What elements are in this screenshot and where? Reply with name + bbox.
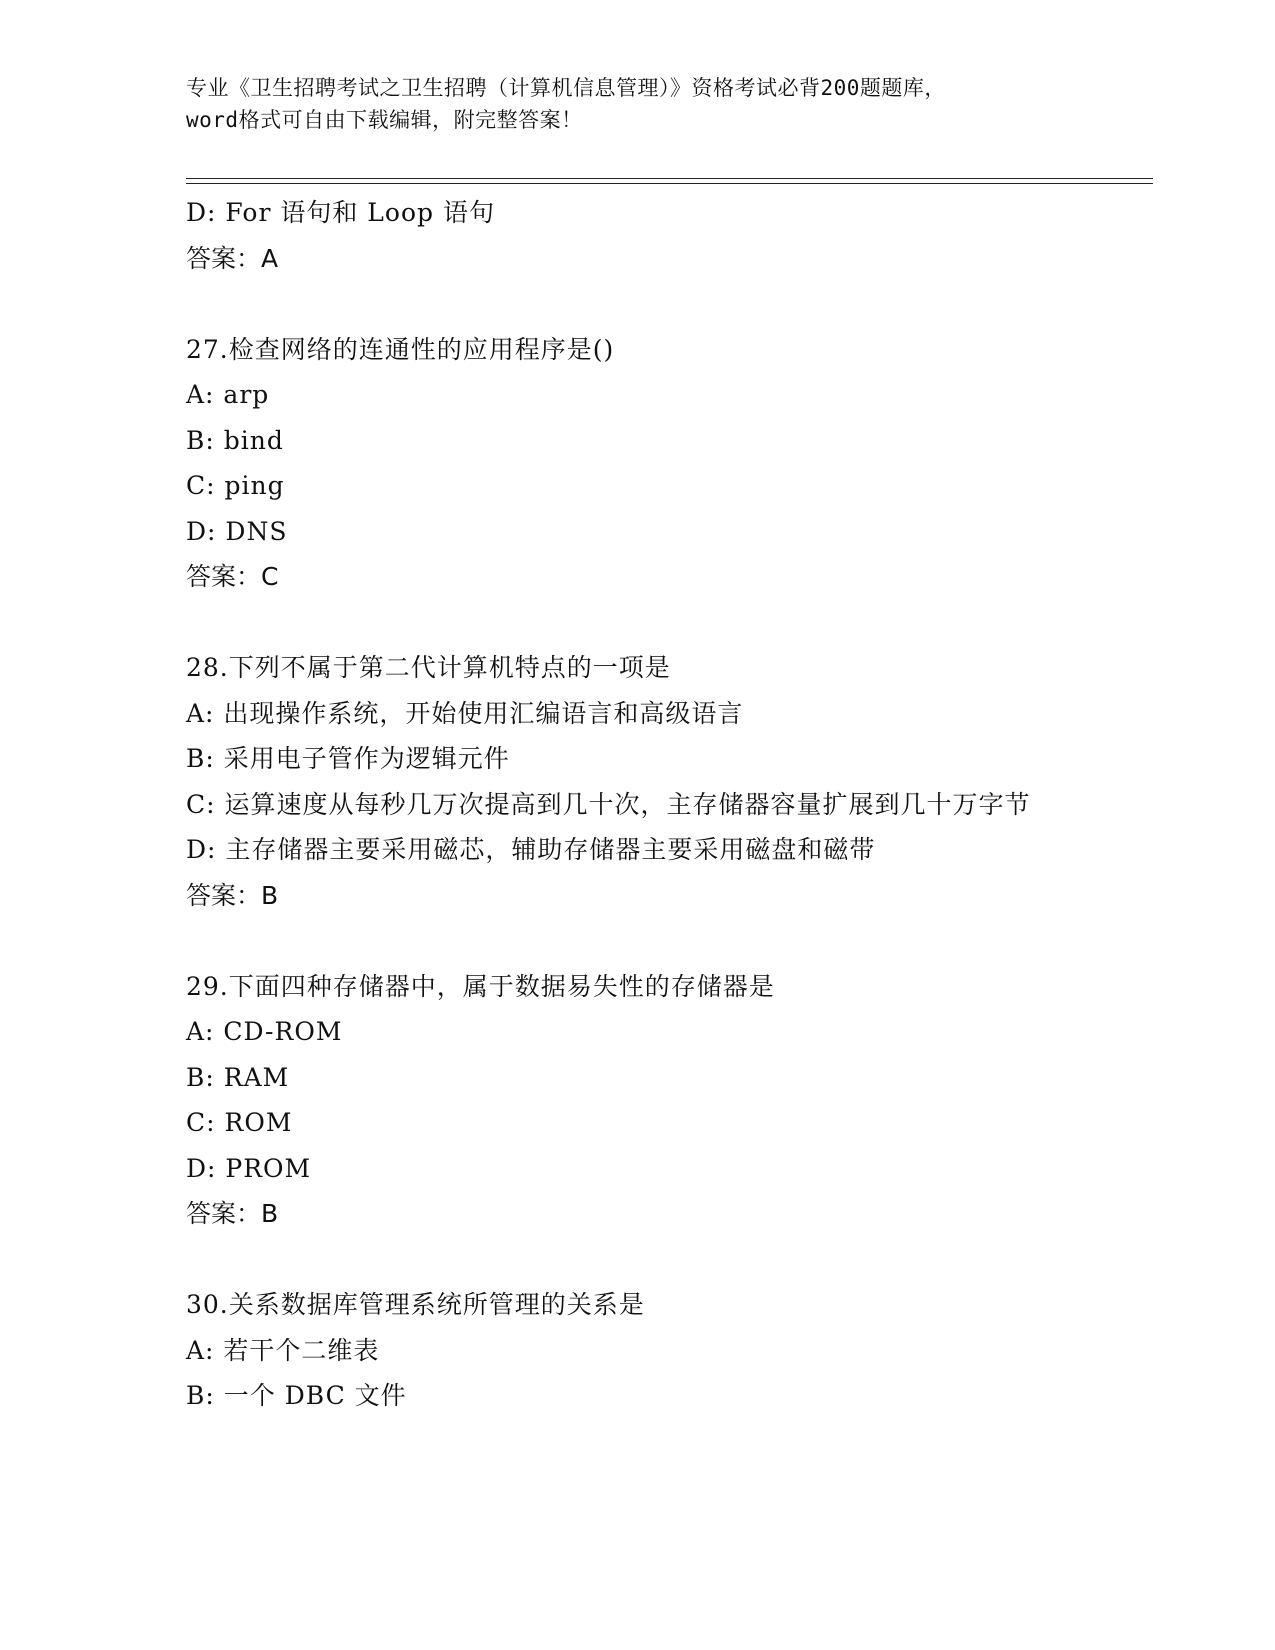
header-title-line-1: 专业《卫生招聘考试之卫生招聘（计算机信息管理）》资格考试必背200题题库， — [186, 76, 946, 100]
q28-option-d: D: 主存储器主要采用磁芯，辅助存储器主要采用磁盘和磁带 — [186, 835, 876, 864]
q30-option-b: B: 一个 DBC 文件 — [186, 1381, 407, 1410]
spacer — [186, 1237, 1086, 1283]
q28-option-c: C: 运算速度从每秒几万次提高到几十次，主存储器容量扩展到几十万字节 — [186, 789, 1031, 819]
header-rule-bottom — [186, 183, 1153, 184]
q26-answer: 答案：A — [186, 243, 279, 273]
q28-stem: 28.下列不属于第二代计算机特点的一项是 — [186, 653, 671, 682]
q27-option-c: C: ping — [186, 471, 285, 500]
q29-option-b: B: RAM — [186, 1062, 290, 1092]
header-title-line-2: word格式可自由下载编辑，附完整答案！ — [186, 108, 583, 132]
spacer — [186, 281, 1086, 327]
q28-option-b: B: 采用电子管作为逻辑元件 — [186, 744, 510, 773]
q30-option-a: A: 若干个二维表 — [186, 1335, 380, 1365]
q27-option-b: B: bind — [186, 425, 284, 455]
q29-stem: 29.下面四种存储器中，属于数据易失性的存储器是 — [186, 971, 775, 1001]
spacer — [186, 600, 1086, 646]
q29-option-c: C: ROM — [186, 1108, 293, 1137]
q28-answer: 答案：B — [186, 880, 279, 910]
spacer — [186, 918, 1086, 964]
header-rule-top — [186, 178, 1153, 179]
q29-option-a: A: CD-ROM — [186, 1017, 343, 1046]
question-list — [186, 190, 1086, 1419]
q28-option-a: A: 出现操作系统，开始使用汇编语言和高级语言 — [186, 698, 744, 728]
q29-option-d: D: PROM — [186, 1153, 312, 1183]
q27-stem: 27.检查网络的连通性的应用程序是() — [186, 334, 615, 364]
q26-option-d: D: For 语句和 Loop 语句 — [186, 198, 495, 227]
q30-stem: 30.关系数据库管理系统所管理的关系是 — [186, 1290, 645, 1319]
q27-option-a: A: arp — [186, 380, 270, 409]
q29-answer: 答案：B — [186, 1199, 279, 1228]
q27-answer: 答案：C — [186, 562, 279, 591]
document-header — [186, 72, 1086, 136]
q27-option-d: D: DNS — [186, 516, 288, 546]
